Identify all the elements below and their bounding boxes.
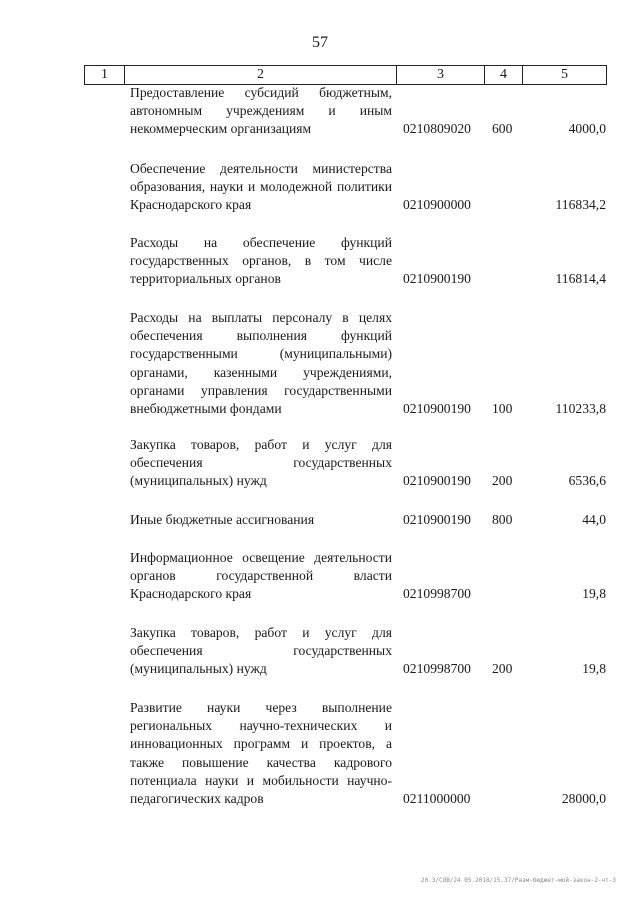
row-description: Закупка товаров, работ и услуг для обеспечения государственных (муниципальных) нужд [130, 437, 392, 489]
row-amount: 6536,6 [568, 473, 606, 488]
row-expense-type: 200 [492, 473, 513, 488]
column-header-4: 4 [485, 66, 523, 85]
column-header-1: 1 [85, 66, 125, 85]
footer-stamp: 20.3/COB/24 05.2018/15.37/Разм-бюджет-мой-закон-2-чт-3 [420, 877, 616, 884]
row-expense-type: 800 [492, 512, 513, 527]
row-description: Развитие науки через выполнение региональных научно-технических и инновационных программ и проектов, а также повышение качества кадрового потенциала науки и мобильности научно-педагогических кадров [130, 700, 392, 807]
row-amount: 116814,4 [555, 271, 606, 286]
column-header-5: 5 [523, 66, 607, 85]
column-header-3: 3 [397, 66, 485, 85]
row-expense-type: 600 [492, 121, 513, 136]
row-amount: 110233,8 [555, 401, 606, 416]
row-expense-type: 200 [492, 661, 513, 676]
row-code: 0210900190 [403, 473, 471, 488]
row-code: 0210900190 [403, 512, 471, 527]
row-code: 0210900000 [403, 197, 471, 212]
row-amount: 19,8 [582, 661, 606, 676]
row-code: 0210998700 [403, 661, 471, 676]
column-header-2: 2 [125, 66, 397, 85]
row-amount: 4000,0 [568, 121, 606, 136]
row-code: 0210998700 [403, 586, 471, 601]
row-description: Информационное освещение деятельности органов государственной власти Краснодарского края [130, 550, 392, 602]
row-amount: 116834,2 [555, 197, 606, 212]
row-code: 0211000000 [403, 791, 471, 806]
row-description: Иные бюджетные ассигнования [130, 512, 315, 527]
row-description: Обеспечение деятельности министерства образования, науки и молодежной политики Краснодарского края [130, 161, 392, 213]
row-description: Расходы на обеспечение функций государственных органов, в том числе территориальных органов [130, 235, 392, 287]
row-description: Закупка товаров, работ и услуг для обеспечения государственных (муниципальных) нужд [130, 625, 392, 677]
row-amount: 19,8 [582, 586, 606, 601]
row-description: Предоставление субсидий бюджетным, автономным учреждениям и иным некоммерческим организациям [130, 85, 392, 137]
row-amount: 44,0 [582, 512, 606, 527]
row-code: 0210809020 [403, 121, 471, 136]
row-amount: 28000,0 [561, 791, 606, 806]
row-code: 0210900190 [403, 401, 471, 416]
row-expense-type: 100 [492, 401, 513, 416]
row-description: Расходы на выплаты персоналу в целях обеспечения выполнения функций государственными (муниципальными) органами, казенными учреждениями, органами управления государственными внебюджетными фондами [130, 310, 392, 417]
row-code: 0210900190 [403, 271, 471, 286]
page-number: 57 [312, 34, 328, 51]
column-header-table [84, 65, 607, 85]
